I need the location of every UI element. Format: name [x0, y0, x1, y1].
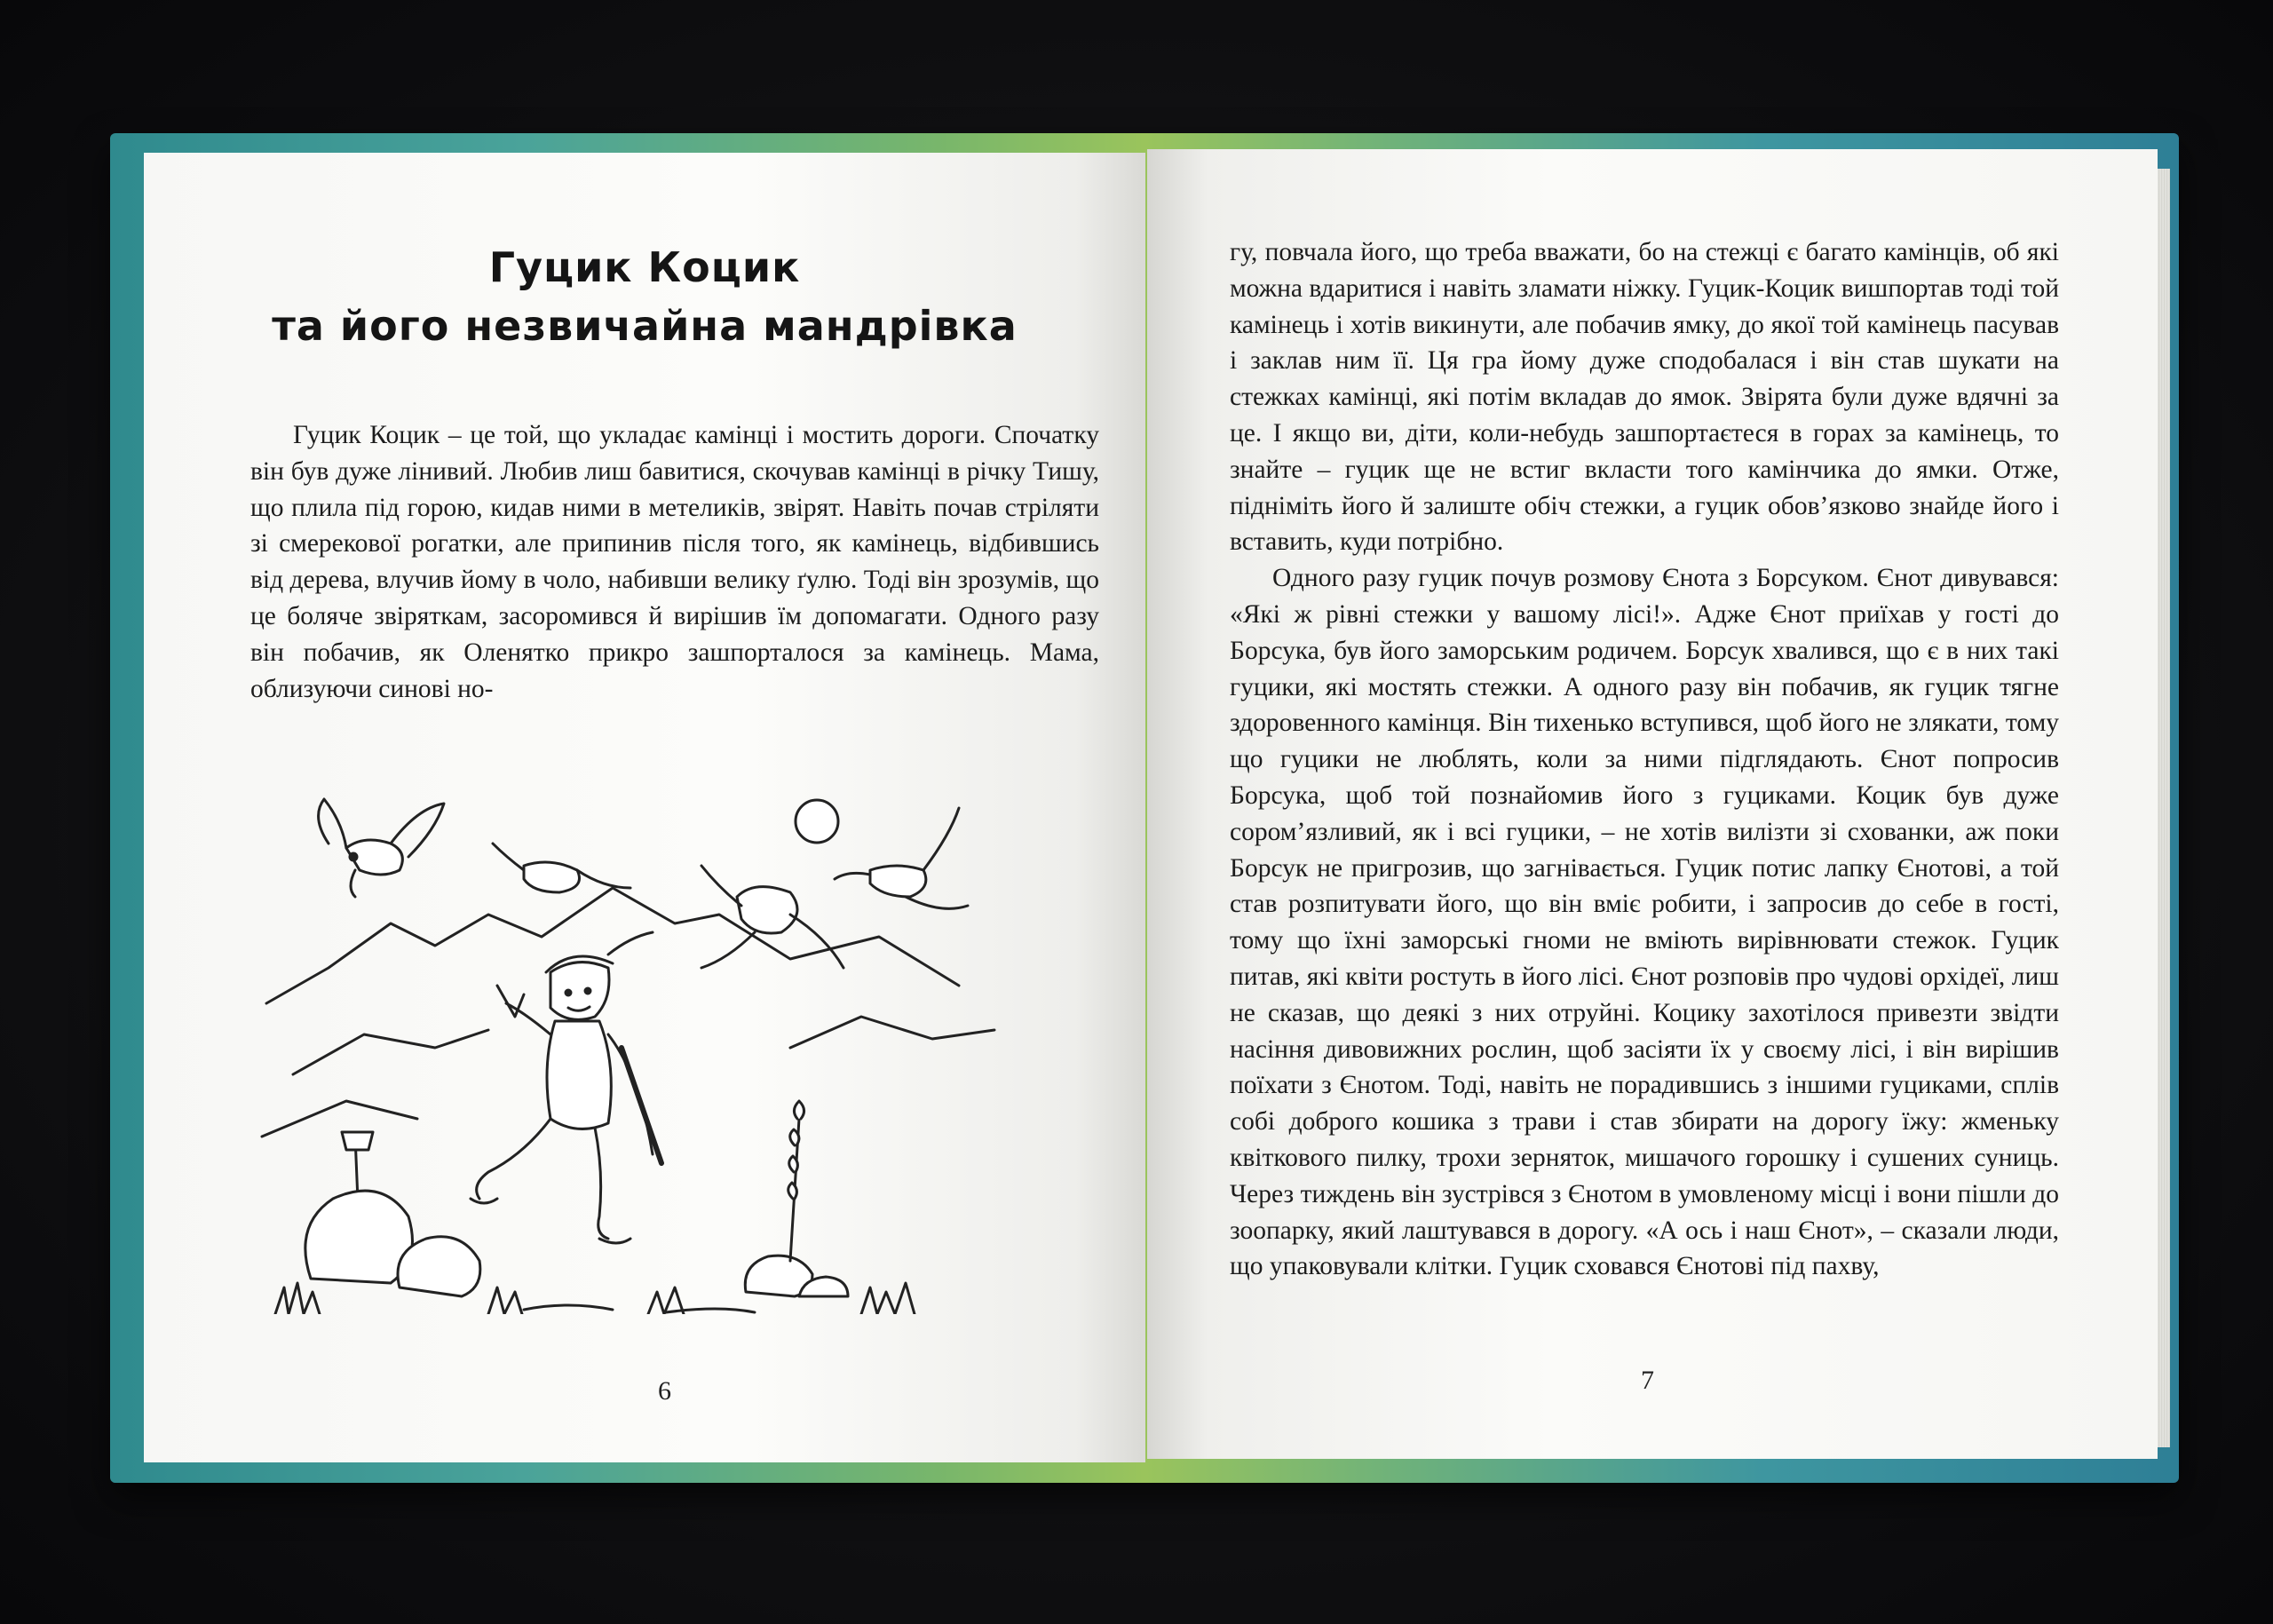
bird-left-icon: [319, 799, 444, 897]
page-number-left: 6: [658, 1376, 671, 1406]
gnome-illustration: [257, 781, 1021, 1314]
sun-icon: [796, 800, 838, 843]
page-edges: [2158, 169, 2170, 1447]
right-paragraph-2: Одного разу гуцик почув розмову Єнота з Борсуком. Єнот дивувався: «Які ж рівні стежки у вашому лісі!». Адже Єнот приїхав у гості до Борсука, був його заморським родичем. Борсук хвалився, що є в них такі гуцики, які мостять стежки. А одного разу він побачив, як гуцик тягне здоровенного камінця. Він тихенько вступився, щоб його не злякати, тому що гуцики не люблять, коли за ними підглядають. Єнот попросив Борсука, щоб той познайомив його з гуциками. Коцик був дуже сором’язливий, як і всі гуцики, – не хотів вилізти зі схованки, аж поки Борсук не пригрозив, що загнівається. Гуцик потис лапку Єнотові, а той став розпитувати його, що він вміє робити, і запросив до себе в гості, тому що їхні заморські гноми не вміють вирівнювати стежок. Гуцик питав, які квіти ростуть в його лісі. Єнот розповів про чудові орхідеї, лиш не сказав, що деякі з них отруйні. Коцику захотілося привезти звідти насіння дивовижних рослин, щоб засіяти їх у своєму лісі, і він вирішив поїхати з Єнотом. Тоді, навіть не порадившись з іншими гуциками, сплів собі доброго кошика з трави і став збирати на дорогу їжу: жменьку квіткового пилку, трохи зерняток, мишачого горошку і сушених суниць. Через тиждень він зустрівся з Єнотом в умовленому місці і вони пішли до зоопарку, який лаштувався в дорогу. «А ось і наш Єнот», – сказали люди, що упаковували клітки. Гуцик сховався Єнотові під пахву,: [1230, 564, 2059, 1281]
gnome-figure-icon: [471, 932, 661, 1243]
mountains-icon: [266, 888, 959, 1003]
right-page-text: [1230, 234, 2059, 1285]
flower-plant-icon: [788, 1101, 804, 1261]
boulder-icon: [305, 1191, 413, 1283]
title-line-2: та його незвичайна мандрівка: [272, 302, 1018, 350]
title-line-1: Гуцик Коцик: [488, 243, 801, 291]
page-number-right: 7: [1641, 1366, 1654, 1395]
left-page-text: [250, 417, 1099, 707]
bird-small-icon: [493, 844, 630, 892]
story-title: [144, 238, 1145, 355]
right-paragraph-1: гу, повчала його, що треба вважати, бо на стежці є багато камінців, об які можна вдаритися і навіть зламати ніжку. Гуцик-Коцик вишпортав тоді той камінець і хотів викинути, але побачив ямку, до якої той камінець пасував і заклав ним її. Ця гра йому дуже сподобалася і він став шукати на стежках камінці, які потім вкладав до ямок. Звірята були дуже вдячні за це. І якщо ви, діти, коли-небудь зашпортаєтеся в горах за камінець, то знайте – гуцик ще не встиг вкласти того камінчика до ямки. Отже, підніміть його й залиште обіч стежки, а гуцик обов’язково знайде його і вставить, куди потрібно.: [1230, 238, 2059, 557]
left-paragraph-1: Гуцик Коцик – це той, що укладає камінці і мостить дороги. Спочатку він був дуже лінивий. Любив лиш бавитися, скочував камінці в річку Тишу, що плила під горою, кидав ними в метеликів, звірят. Навіть почав стріляти зі смерекової рогатки, але припинив після того, як камінець, відбившись від дерева, влучив йому в чоло, набивши велику ґулю. Тоді він зрозумів, що це боляче звіряткам, засоромився й вирішив їм допомагати. Одного разу він побачив, як Оленятко прикро зашпорталося за камінець. Мама, облизуючи синові но-: [250, 421, 1099, 703]
bird-right-icon: [835, 808, 968, 908]
